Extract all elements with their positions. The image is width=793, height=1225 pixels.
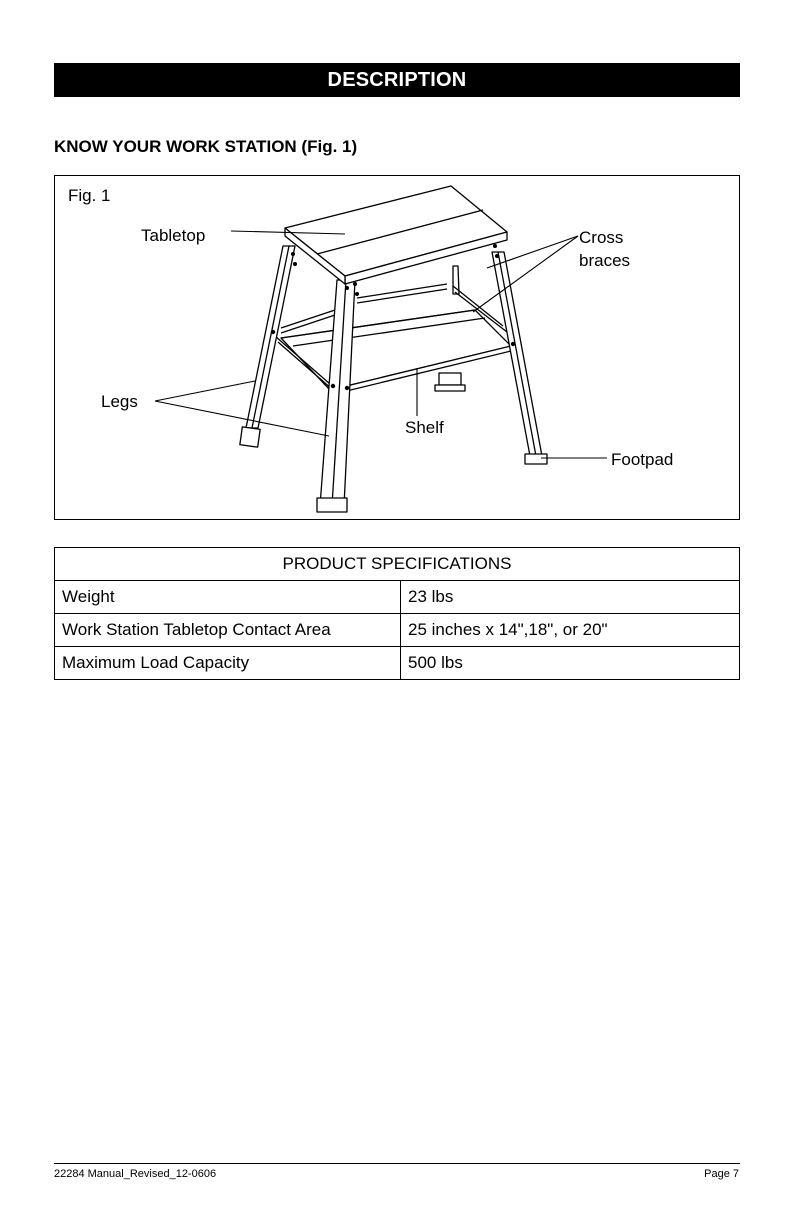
figure-box	[54, 175, 740, 520]
label-tabletop: Tabletop	[141, 226, 206, 245]
spec-value: 500 lbs	[401, 647, 740, 680]
shelf-foot-block	[439, 373, 461, 385]
banner-title: DESCRIPTION	[327, 68, 467, 91]
footpad-right	[525, 454, 547, 464]
footpad-front-left	[240, 427, 260, 447]
figure-caption: Fig. 1	[68, 186, 111, 205]
label-cross: Cross	[579, 228, 624, 247]
table-row	[55, 581, 740, 614]
shelf-foot-pad	[435, 385, 465, 391]
table-row	[55, 647, 740, 680]
footer-divider	[54, 1163, 740, 1164]
label-shelf: Shelf	[405, 418, 444, 437]
section-banner	[54, 63, 740, 97]
label-legs: Legs	[101, 392, 138, 411]
section-heading: KNOW YOUR WORK STATION (Fig. 1)	[54, 137, 358, 156]
product-specifications-table	[54, 547, 740, 680]
spec-value: 23 lbs	[401, 581, 740, 614]
table-title: PRODUCT SPECIFICATIONS	[55, 548, 740, 581]
spec-label: Work Station Tabletop Contact Area	[55, 614, 401, 647]
table-row	[55, 614, 740, 647]
spec-label: Weight	[55, 581, 401, 614]
footer-document-id: 22284 Manual_Revised_12-0606	[54, 1168, 217, 1180]
label-braces: braces	[579, 251, 631, 270]
spec-value: 25 inches x 14",18", or 20"	[401, 614, 740, 647]
spec-label: Maximum Load Capacity	[55, 647, 401, 680]
label-footpad: Footpad	[611, 450, 674, 469]
table-header-row	[55, 548, 740, 581]
footpad-center	[317, 498, 347, 512]
footer-page-number: Page 7	[704, 1168, 739, 1180]
